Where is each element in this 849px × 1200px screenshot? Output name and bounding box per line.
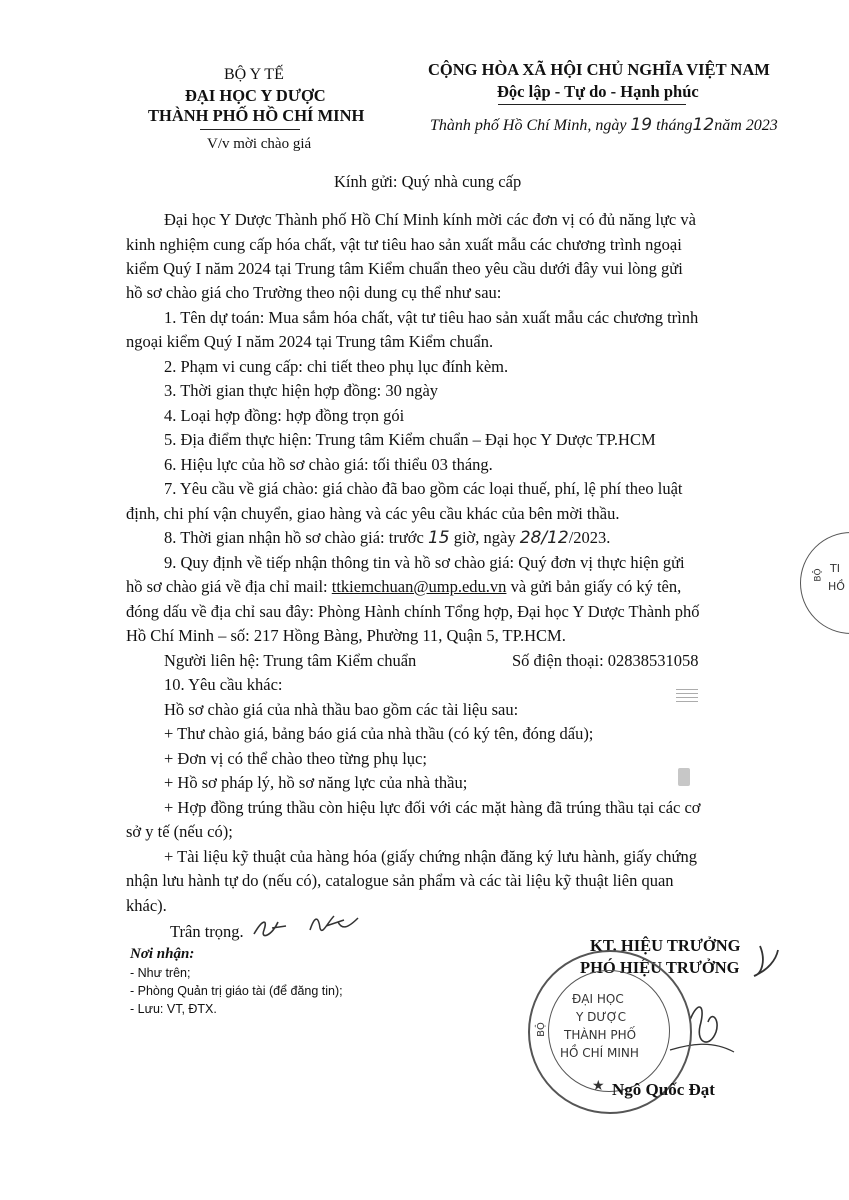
intro-line-3: kiểm Quý I năm 2024 tại Trung tâm Kiểm chuẩn theo yêu cầu dưới đây vui lòng gửi <box>126 259 683 278</box>
initials-signature-icon <box>248 900 368 945</box>
item-10-bullet-3: + Hồ sơ pháp lý, hồ sơ năng lực của nhà thầu; <box>164 773 468 792</box>
item-10-intro: Hồ sơ chào giá của nhà thầu bao gồm các tài liệu sau: <box>164 700 519 719</box>
item-9-line-4: Hồ Chí Minh – số: 217 Hồng Bàng, Phường 11, Quận 5, TP.HCM. <box>126 626 566 645</box>
item-7-line-1: 7. Yêu cầu về giá chào: giá chào đã bao gồm các loại thuế, phí, lệ phí theo luật <box>164 479 683 498</box>
issue-date <box>430 115 778 135</box>
recipients-title: Nơi nhận: <box>130 946 195 962</box>
ministry-name: BỘ Y TẾ <box>224 66 284 83</box>
stamp-line-3: THÀNH PHỐ <box>564 1028 637 1042</box>
item-1-line-1: 1. Tên dự toán: Mua sắm hóa chất, vật tư tiêu hao sản xuất mẫu các chương trình <box>164 308 699 327</box>
item-6: 6. Hiệu lực của hồ sơ chào giá: tối thiểu 03 tháng. <box>164 455 493 474</box>
item-10-bullet-4-line-2: sở y tế (nếu có); <box>126 822 233 841</box>
national-motto: Độc lập - Tự do - Hạnh phúc <box>497 82 699 101</box>
item-10-bullet-4-line-1: + Hợp đồng trúng thầu còn hiệu lực đối với các mặt hàng đã trúng thầu tại các cơ <box>164 798 701 817</box>
margin-stamp-text-3: HỒ <box>828 580 845 593</box>
intro-line-2: kinh nghiệm cung cấp hóa chất, vật tư tiêu hao sản xuất mẫu các chương trình ngoại <box>126 235 682 254</box>
signer-name: Ngô Quốc Đạt <box>612 1080 715 1099</box>
recipient-2: - Phòng Quản trị giáo tài (để đăng tin); <box>130 984 343 998</box>
item-3: 3. Thời gian thực hiện hợp đồng: 30 ngày <box>164 381 439 400</box>
deadline-hour: 15 <box>427 528 450 548</box>
email-prefix: hồ sơ chào giá về địa chỉ mail: <box>126 577 328 596</box>
scan-mark <box>678 768 690 786</box>
date-prefix: Thành phố Hồ Chí Minh, ngày <box>430 117 627 134</box>
item-9-line-1: 9. Quy định về tiếp nhận thông tin và hồ sơ chào giá: Quý đơn vị thực hiện gửi <box>164 553 685 572</box>
item-5: 5. Địa điểm thực hiện: Trung tâm Kiểm chuẩn – Đại học Y Dược TP.HCM <box>164 430 656 449</box>
scan-mark <box>676 688 698 702</box>
date-month-word: tháng <box>656 117 693 134</box>
header-left-underline <box>200 129 300 130</box>
item-1-line-2: ngoại kiểm Quý I năm 2024 tại Trung tâm Kiểm chuẩn. <box>126 332 494 351</box>
email-suffix: và gửi bản giấy có ký tên, <box>510 577 682 596</box>
item-8-prefix: 8. Thời gian nhận hồ sơ chào giá: trước <box>164 528 424 547</box>
item-9-line-2 <box>126 577 681 597</box>
stamp-side-text: BỘ <box>535 1022 547 1037</box>
deadline-daymonth: 28/12 <box>519 528 569 548</box>
subject-line: V/v mời chào giá <box>207 136 312 152</box>
date-month: 12 <box>692 115 715 135</box>
item-10-bullet-5-line-3: khác). <box>126 896 167 915</box>
item-10-bullet-5-line-2: nhận lưu hành tự do (nếu có), catalogue sản phẩm và các tài liệu kỹ thuật liên quan <box>126 871 674 890</box>
date-year: năm 2023 <box>714 117 778 134</box>
university-name-line1: ĐẠI HỌC Y DƯỢC <box>185 86 326 105</box>
country-name: CỘNG HÒA XÃ HỘI CHỦ NGHĨA VIỆT NAM <box>428 60 770 79</box>
stamp-line-4: HỒ CHÍ MINH <box>560 1046 639 1060</box>
salutation: Kính gửi: Quý nhà cung cấp <box>334 172 522 191</box>
item-9-line-3: đóng dấu về địa chỉ sau đây: Phòng Hành chính Tổng hợp, Đại học Y Dược Thành phố <box>126 602 700 621</box>
item-4: 4. Loại hợp đồng: hợp đồng trọn gói <box>164 406 405 425</box>
contact-phone: Số điện thoại: 02838531058 <box>512 651 699 670</box>
item-8 <box>164 528 610 548</box>
intro-line-1: Đại học Y Dược Thành phố Hồ Chí Minh kính mời các đơn vị có đủ năng lực và <box>164 210 696 229</box>
signature-title-2: PHÓ HIỆU TRƯỞNG <box>580 958 740 977</box>
item-10-bullet-1: + Thư chào giá, bảng báo giá của nhà thầu (có ký tên, đóng dấu); <box>164 724 594 743</box>
stamp-star-icon: ★ <box>592 1079 605 1094</box>
deadline-year: /2023. <box>568 528 611 547</box>
item-7-line-2: định, chi phí vận chuyển, giao hàng và các yêu cầu khác của bên mời thầu. <box>126 504 620 523</box>
item-8-mid: giờ, ngày <box>453 528 516 547</box>
recipient-1: - Như trên; <box>130 966 191 980</box>
margin-stamp-text-2: TI <box>830 562 840 575</box>
signature-title-1: KT. HIỆU TRƯỞNG <box>590 936 741 955</box>
contact-person: Người liên hệ: Trung tâm Kiểm chuẩn <box>164 651 417 670</box>
date-day: 19 <box>630 115 653 135</box>
contact-email-link[interactable]: ttkiemchuan@ump.edu.vn <box>331 577 507 596</box>
closing: Trân trọng. <box>170 922 244 941</box>
intro-line-4: hồ sơ chào giá cho Trường theo nội dung cụ thể như sau: <box>126 283 502 302</box>
margin-stamp-text-1: BỘ <box>813 568 824 582</box>
recipient-3: - Lưu: VT, ĐTX. <box>130 1002 217 1016</box>
stamp-line-2: Y DƯỢC <box>576 1010 627 1024</box>
item-10-bullet-2: + Đơn vị có thể chào theo từng phụ lục; <box>164 749 427 768</box>
item-2: 2. Phạm vi cung cấp: chi tiết theo phụ lục đính kèm. <box>164 357 509 376</box>
item-10-bullet-5-line-1: + Tài liệu kỹ thuật của hàng hóa (giấy chứng nhận đăng ký lưu hành, giấy chứng <box>164 847 697 866</box>
stamp-line-1: ĐẠI HỌC <box>572 992 624 1006</box>
item-10: 10. Yêu cầu khác: <box>164 675 283 694</box>
motto-underline <box>498 104 686 105</box>
university-name-line2: THÀNH PHỐ HỒ CHÍ MINH <box>148 106 365 125</box>
